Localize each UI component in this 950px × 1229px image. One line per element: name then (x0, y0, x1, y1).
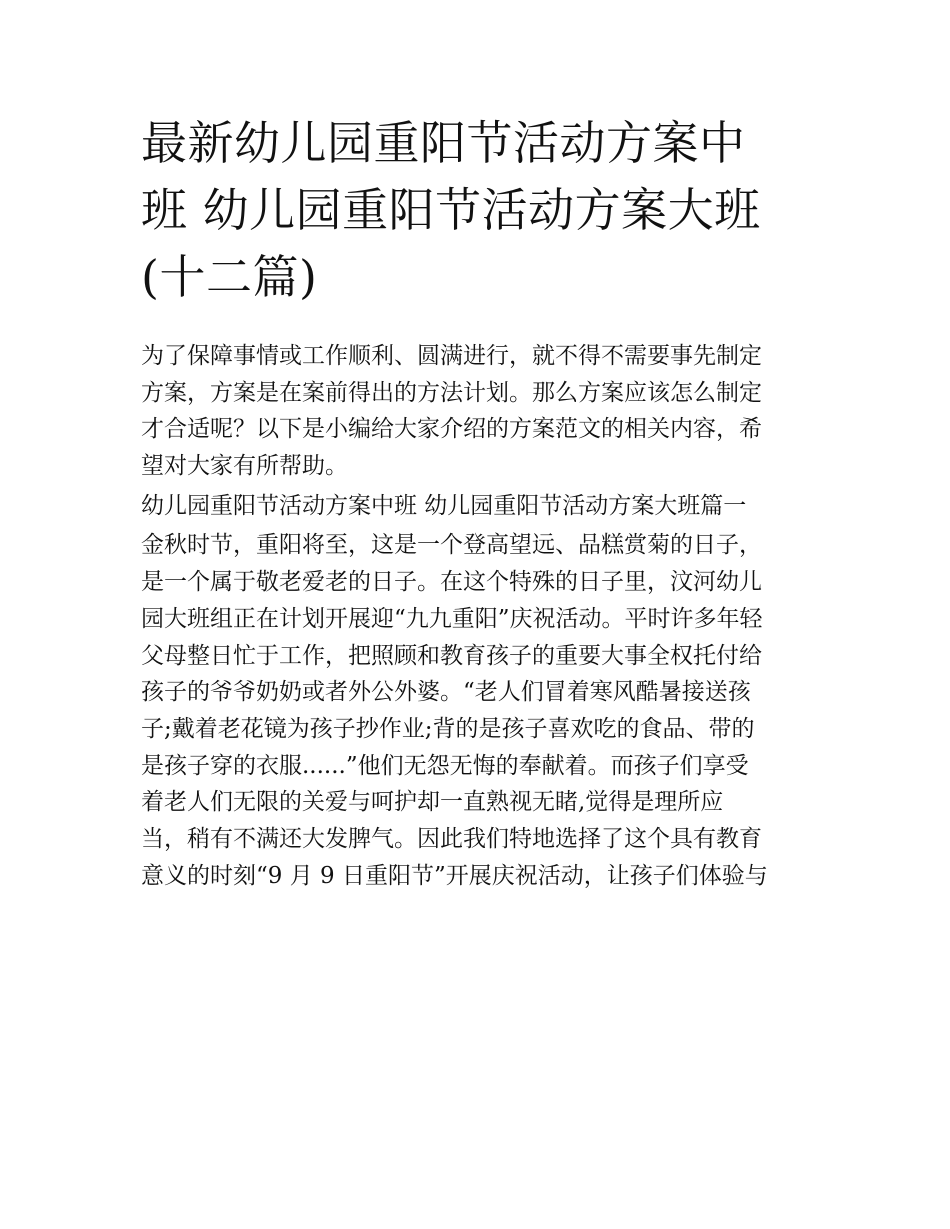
paragraph-line: 是一个属于敬老爱老的日子。在这个特殊的日子里，汶河幼儿 (141, 569, 762, 596)
title-line: 最新幼儿园重阳节活动方案中 (141, 116, 746, 170)
paragraph-line: 意义的时刻“9 月 9 日重阳节”开展庆祝活动，让孩子们体验与 (141, 862, 768, 889)
section-heading: 幼儿园重阳节活动方案中班 幼儿园重阳节活动方案大班篇一 (141, 492, 747, 519)
paragraph-line: 金秋时节，重阳将至，这是一个登高望远、品糕赏菊的日子， (141, 532, 762, 559)
paragraph-line: 着老人们无限的关爱与呵护却一直熟视无睹,觉得是理所应 (141, 789, 724, 816)
paragraph-line: 是孩子穿的衣服......”他们无怨无悔的奉献着。而孩子们享受 (141, 752, 749, 779)
title-line: 班 幼儿园重阳节活动方案大班 (141, 183, 761, 237)
paragraph-line: 当，稍有不满还大发脾气。因此我们特地选择了这个具有教育 (141, 825, 762, 852)
document-title (141, 110, 821, 311)
intro-paragraph (141, 338, 821, 485)
body-paragraph (141, 527, 821, 894)
paragraph-line: 子;戴着老花镜为孩子抄作业;背的是孩子喜欢吃的食品、带的 (141, 715, 755, 742)
document-page (141, 110, 821, 897)
title-line: (十二篇) (141, 250, 318, 304)
paragraph-line: 才合适呢？以下是小编给大家介绍的方案范文的相关内容，希 (141, 416, 762, 443)
paragraph-line: 为了保障事情或工作顺利、圆满进行，就不得不需要事先制定 (141, 343, 762, 369)
document-body (141, 338, 821, 894)
section-heading-paragraph (141, 488, 821, 525)
paragraph-line: 父母整日忙于工作，把照顾和教育孩子的重要大事全权托付给 (141, 642, 762, 669)
paragraph-line: 园大班组正在计划开展迎“九九重阳”庆祝活动。平时许多年轻 (141, 605, 763, 632)
paragraph-line: 孩子的爷爷奶奶或者外公外婆。“老人们冒着寒风酷暑接送孩 (141, 679, 751, 706)
paragraph-line: 望对大家有所帮助。 (141, 453, 348, 480)
paragraph-line: 方案，方案是在案前得出的方法计划。那么方案应该怎么制定 (141, 379, 762, 406)
